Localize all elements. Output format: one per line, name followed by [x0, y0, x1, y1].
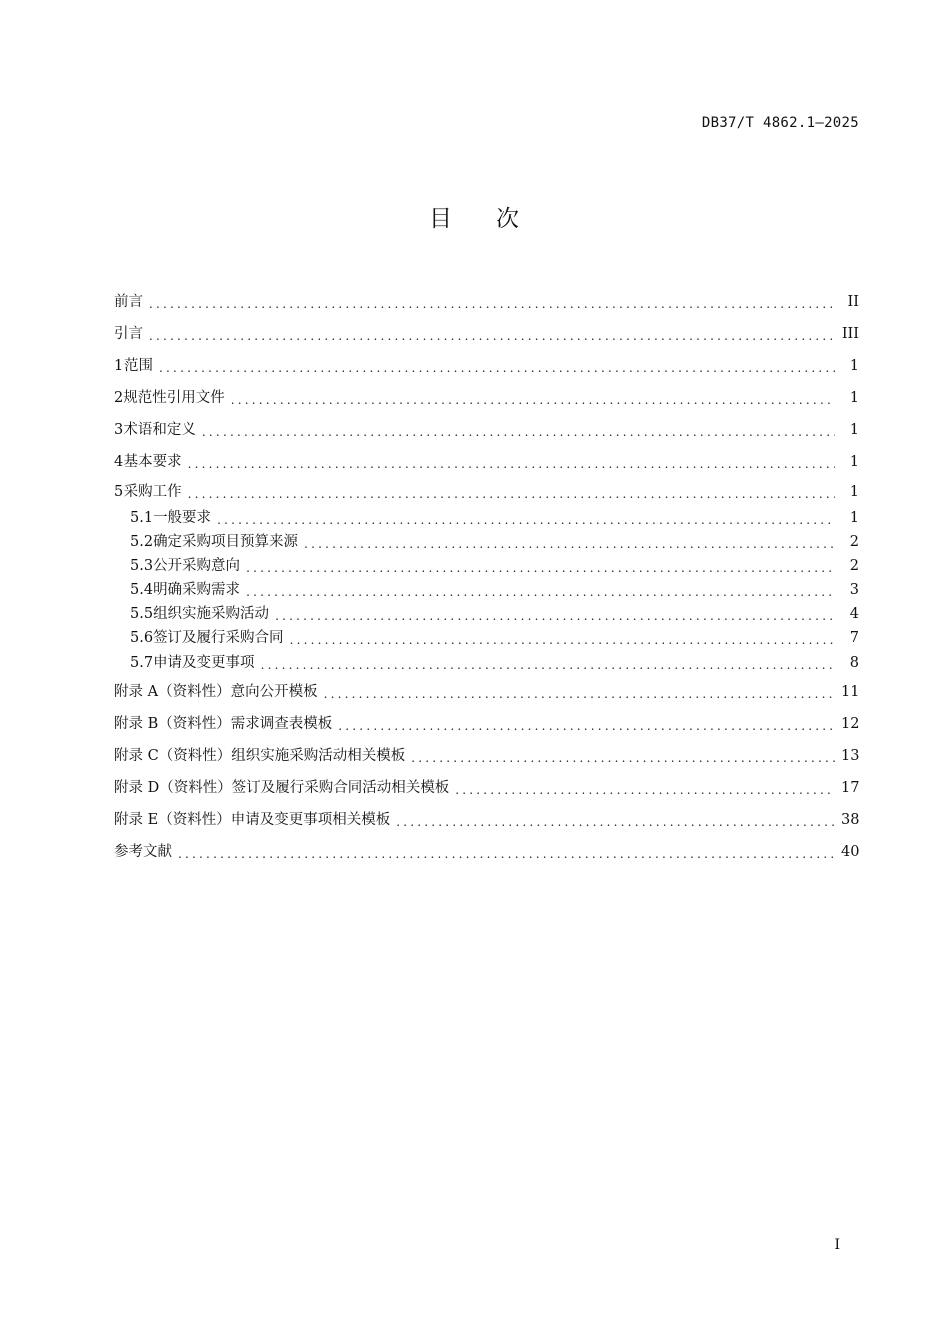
toc-entry-number: 1	[114, 357, 124, 374]
toc-leader-dots	[159, 362, 835, 374]
toc-leader-dots	[217, 514, 835, 526]
toc-entry-page: II	[847, 293, 859, 310]
toc-leader-dots	[188, 458, 835, 470]
toc-leader-dots	[231, 394, 835, 406]
toc-entry-label: 规范性引用文件	[123, 389, 225, 406]
toc-entry-page: 1	[849, 357, 859, 374]
toc-leader-dots	[149, 298, 835, 310]
toc-entry-page: 17	[841, 779, 860, 796]
toc-leader-dots	[202, 426, 835, 438]
toc-entry-label: 意向公开模板	[230, 683, 318, 700]
toc-title-left: 目	[429, 206, 454, 232]
toc-entry-number: 4	[114, 453, 124, 470]
toc-entry-page: 1	[849, 421, 859, 438]
toc-entry-number: 附录 B（资料性）	[114, 715, 231, 732]
toc-entry-label: 确定采购项目预算来源	[153, 533, 299, 550]
toc-entry-label: 范围	[124, 357, 154, 374]
toc-title-right: 次	[496, 206, 521, 232]
toc-entry-label: 签订及履行采购合同活动相关模板	[231, 779, 450, 796]
toc-entry-number: 5.6	[130, 629, 154, 646]
toc-leader-dots	[338, 720, 835, 732]
toc-entry-number: 附录 C（资料性）	[114, 747, 232, 764]
table-of-contents	[114, 286, 859, 868]
toc-entry-5[interactable]	[114, 478, 859, 506]
toc-entry-number: 5.3	[130, 557, 154, 574]
toc-entry-number: 5	[114, 483, 124, 500]
toc-leader-dots	[455, 784, 835, 796]
toc-entry-page: 1	[849, 483, 859, 500]
toc-leader-dots	[304, 538, 835, 550]
toc-leader-dots	[290, 634, 835, 646]
toc-entry-appendix-e[interactable]	[114, 804, 859, 836]
toc-leader-dots	[411, 752, 835, 764]
toc-entry-appendix-d[interactable]	[114, 772, 859, 804]
toc-entry-4[interactable]	[114, 446, 859, 478]
toc-entry-3[interactable]	[114, 414, 859, 446]
toc-entry-page: 3	[849, 581, 859, 598]
toc-entry-label: 签订及履行采购合同	[153, 629, 284, 646]
toc-entry-5-4[interactable]	[114, 578, 859, 602]
toc-entry-label: 明确采购需求	[153, 581, 241, 598]
toc-entry-number: 5.2	[130, 533, 154, 550]
toc-entry-page: 1	[849, 509, 859, 526]
toc-entry-number: 3	[114, 421, 124, 438]
toc-entry-label: 申请及变更事项相关模板	[230, 811, 391, 828]
toc-entry-page: 8	[849, 654, 859, 671]
toc-entry-5-2[interactable]	[114, 530, 859, 554]
toc-entry-5-7[interactable]	[114, 650, 859, 676]
toc-leader-dots	[178, 848, 835, 860]
toc-entry-foreword[interactable]	[114, 286, 859, 318]
toc-leader-dots	[324, 688, 835, 700]
toc-entry-page: 11	[841, 683, 860, 700]
toc-entry-number: 附录 A（资料性）	[114, 683, 231, 700]
page-number: I	[834, 1237, 840, 1253]
toc-entry-label: 一般要求	[153, 509, 212, 526]
toc-entry-appendix-c[interactable]	[114, 740, 859, 772]
toc-leader-dots	[261, 659, 835, 671]
toc-entry-label: 组织实施采购活动	[153, 605, 270, 622]
toc-entry-number: 5.7	[130, 654, 154, 671]
toc-entry-number: 5.4	[130, 581, 154, 598]
toc-entry-references[interactable]	[114, 836, 859, 868]
toc-entry-introduction[interactable]	[114, 318, 859, 350]
toc-entry-label: 采购工作	[123, 483, 182, 500]
toc-entry-page: 13	[841, 747, 860, 764]
toc-entry-page: 1	[849, 453, 859, 470]
toc-entry-page: 2	[849, 533, 859, 550]
toc-leader-dots	[275, 610, 835, 622]
toc-entry-number: 附录 E（资料性）	[114, 811, 231, 828]
toc-entry-number: 5.5	[130, 605, 154, 622]
toc-entry-page: III	[841, 325, 859, 342]
toc-entry-appendix-a[interactable]	[114, 676, 859, 708]
toc-entry-label: 需求调查表模板	[230, 715, 333, 732]
toc-entry-5-5[interactable]	[114, 602, 859, 626]
toc-entry-page: 4	[849, 605, 859, 622]
toc-entry-label: 申请及变更事项	[153, 654, 255, 671]
toc-title	[0, 200, 950, 233]
toc-entry-label: 前言	[114, 293, 143, 310]
toc-leader-dots	[396, 816, 835, 828]
toc-leader-dots	[246, 586, 835, 598]
toc-entry-5-6[interactable]	[114, 626, 859, 650]
toc-entry-page: 38	[841, 811, 860, 828]
toc-entry-appendix-b[interactable]	[114, 708, 859, 740]
toc-entry-page: 7	[849, 629, 859, 646]
toc-leader-dots	[149, 330, 835, 342]
document-code: DB37/T 4862.1—2025	[701, 115, 859, 131]
toc-entry-5-3[interactable]	[114, 554, 859, 578]
toc-entry-5-1[interactable]	[114, 506, 859, 530]
toc-entry-label: 参考文献	[114, 843, 172, 860]
toc-entry-number: 附录 D（资料性）	[114, 779, 232, 796]
toc-entry-label: 引言	[114, 325, 143, 342]
toc-entry-page: 1	[849, 389, 859, 406]
toc-entry-number: 5.1	[130, 509, 154, 526]
toc-entry-label: 组织实施采购活动相关模板	[231, 747, 406, 764]
toc-leader-dots	[188, 488, 835, 500]
toc-entry-page: 2	[849, 557, 859, 574]
toc-entry-2[interactable]	[114, 382, 859, 414]
toc-entry-1[interactable]	[114, 350, 859, 382]
toc-entry-label: 术语和定义	[123, 421, 196, 438]
toc-entry-label: 基本要求	[123, 453, 182, 470]
toc-entry-page: 40	[841, 843, 860, 860]
toc-entry-page: 12	[841, 715, 860, 732]
toc-leader-dots	[246, 562, 835, 574]
toc-entry-label: 公开采购意向	[153, 557, 241, 574]
toc-entry-number: 2	[114, 389, 124, 406]
